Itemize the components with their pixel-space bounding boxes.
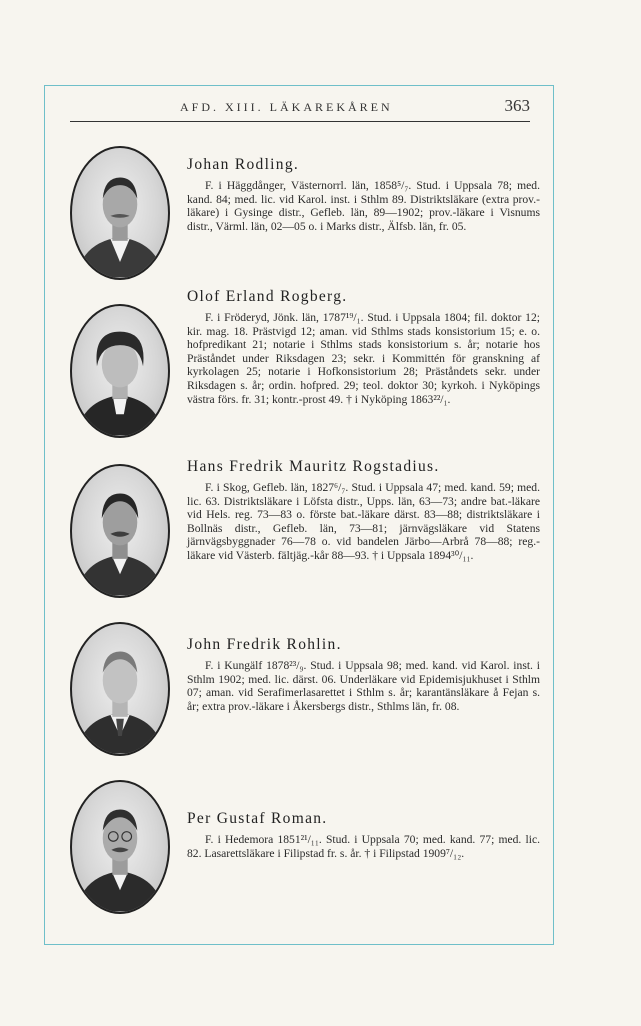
page-header <box>180 96 530 120</box>
portrait-photo <box>70 146 170 280</box>
portrait-figure-icon <box>72 624 168 754</box>
portrait-figure-icon <box>72 306 168 436</box>
person-biography: F. i Skog, Gefleb. län, 1827⁶/₇. Stud. i Uppsala 47; med. kand. 59; med. lic. 63. Distriktsläkare i Löfsta distr., Upps. län, 63—73; andre bat.-läkare vid Hels. reg. 73—83 o. förste bat.-läkare därst. 83—88; distriktsläkare i Bollnäs distr., Gefleb. län, 73—81; järnvägsläkare vid Statens järnvägsbyggnader 76—78 o. vid bandelen Järbo—Arbrå 78—88; reg.-läkare vid Västerb. fältjäg.-kår 88—93. † i Uppsala 1894³⁰/₁₁. <box>187 481 540 562</box>
header-rule <box>70 121 530 122</box>
portrait-photo <box>70 622 170 756</box>
entry-text <box>187 458 540 563</box>
portrait-photo <box>70 780 170 914</box>
entry-text <box>187 288 540 406</box>
person-name: John Fredrik Rohlin. <box>187 636 342 653</box>
person-name: Hans Fredrik Mauritz Rogstadius. <box>187 458 440 475</box>
person-name: Johan Rodling. <box>187 156 300 173</box>
running-title: AFD. XIII. LÄKAREKÅREN <box>180 100 393 114</box>
portrait-photo <box>70 304 170 438</box>
person-biography: F. i Häggdånger, Västernorrl. län, 1858⁵/₇. Stud. i Uppsala 78; med. kand. 84; med. lic. vid Karol. inst. i Sthlm 89. Distriktsläkare (extra prov.-läkare) i Gysinge distr., Gefleb. län, 89—1902; prov.-läkare i Visnums distr., Värml. län, 02—05 o. i Marks distr., Älfsb. län, fr. 05. <box>187 179 540 233</box>
person-name: Per Gustaf Roman. <box>187 810 328 827</box>
portrait-photo <box>70 464 170 598</box>
portrait-figure-icon <box>72 466 168 596</box>
entry-text <box>187 810 540 860</box>
person-biography: F. i Hedemora 1851²¹/₁₁. Stud. i Uppsala 70; med. kand. 77; med. lic. 82. Lasarettsläkare i Filipstad fr. s. år. † i Filipstad 1909⁷/₁₂. <box>187 833 540 860</box>
page-number: 363 <box>504 96 530 115</box>
person-name: Olof Erland Rogberg. <box>187 288 348 305</box>
entry-text <box>187 636 540 713</box>
portrait-figure-icon <box>72 782 168 912</box>
portrait-figure-icon <box>72 148 168 278</box>
entry-text <box>187 156 540 233</box>
person-biography: F. i Kungälf 1878²³/₉. Stud. i Uppsala 98; med. kand. vid Karol. inst. i Sthlm 1902; med. lic. därst. 06. Underläkare vid Epidemisjukhuset i Sthlm 07; aman. vid Serafimerlasarettet i Sthlm s. år; karantänsläkare å Fejan s. år; extra prov.-läkare i Åkersbergs distr., Sthlms län, fr. 08. <box>187 659 540 713</box>
person-biography: F. i Fröderyd, Jönk. län, 1787¹⁹/₁. Stud. i Uppsala 1804; fil. doktor 12; kir. mag. 18. Prästvigd 12; aman. vid Sthlms stads konsistorium 15; e. o. hofpredikant 21; notarie i Sthlms stads konsistorium s. år; notarie hos Präståndet under Riksdagen 23; sekr. i Kommittén för granskning af kyrkolagen 25; notarie i Hofkonsistorium 28; Präståndets sekr. under Riksdagen s. år; ordin. hofpred. 29; teol. doktor 30; kyrkoh. i Nyköpings västra förs. fr. 31; kontr.-prost 49. † i Nyköping 1863²²/₁. <box>187 311 540 406</box>
